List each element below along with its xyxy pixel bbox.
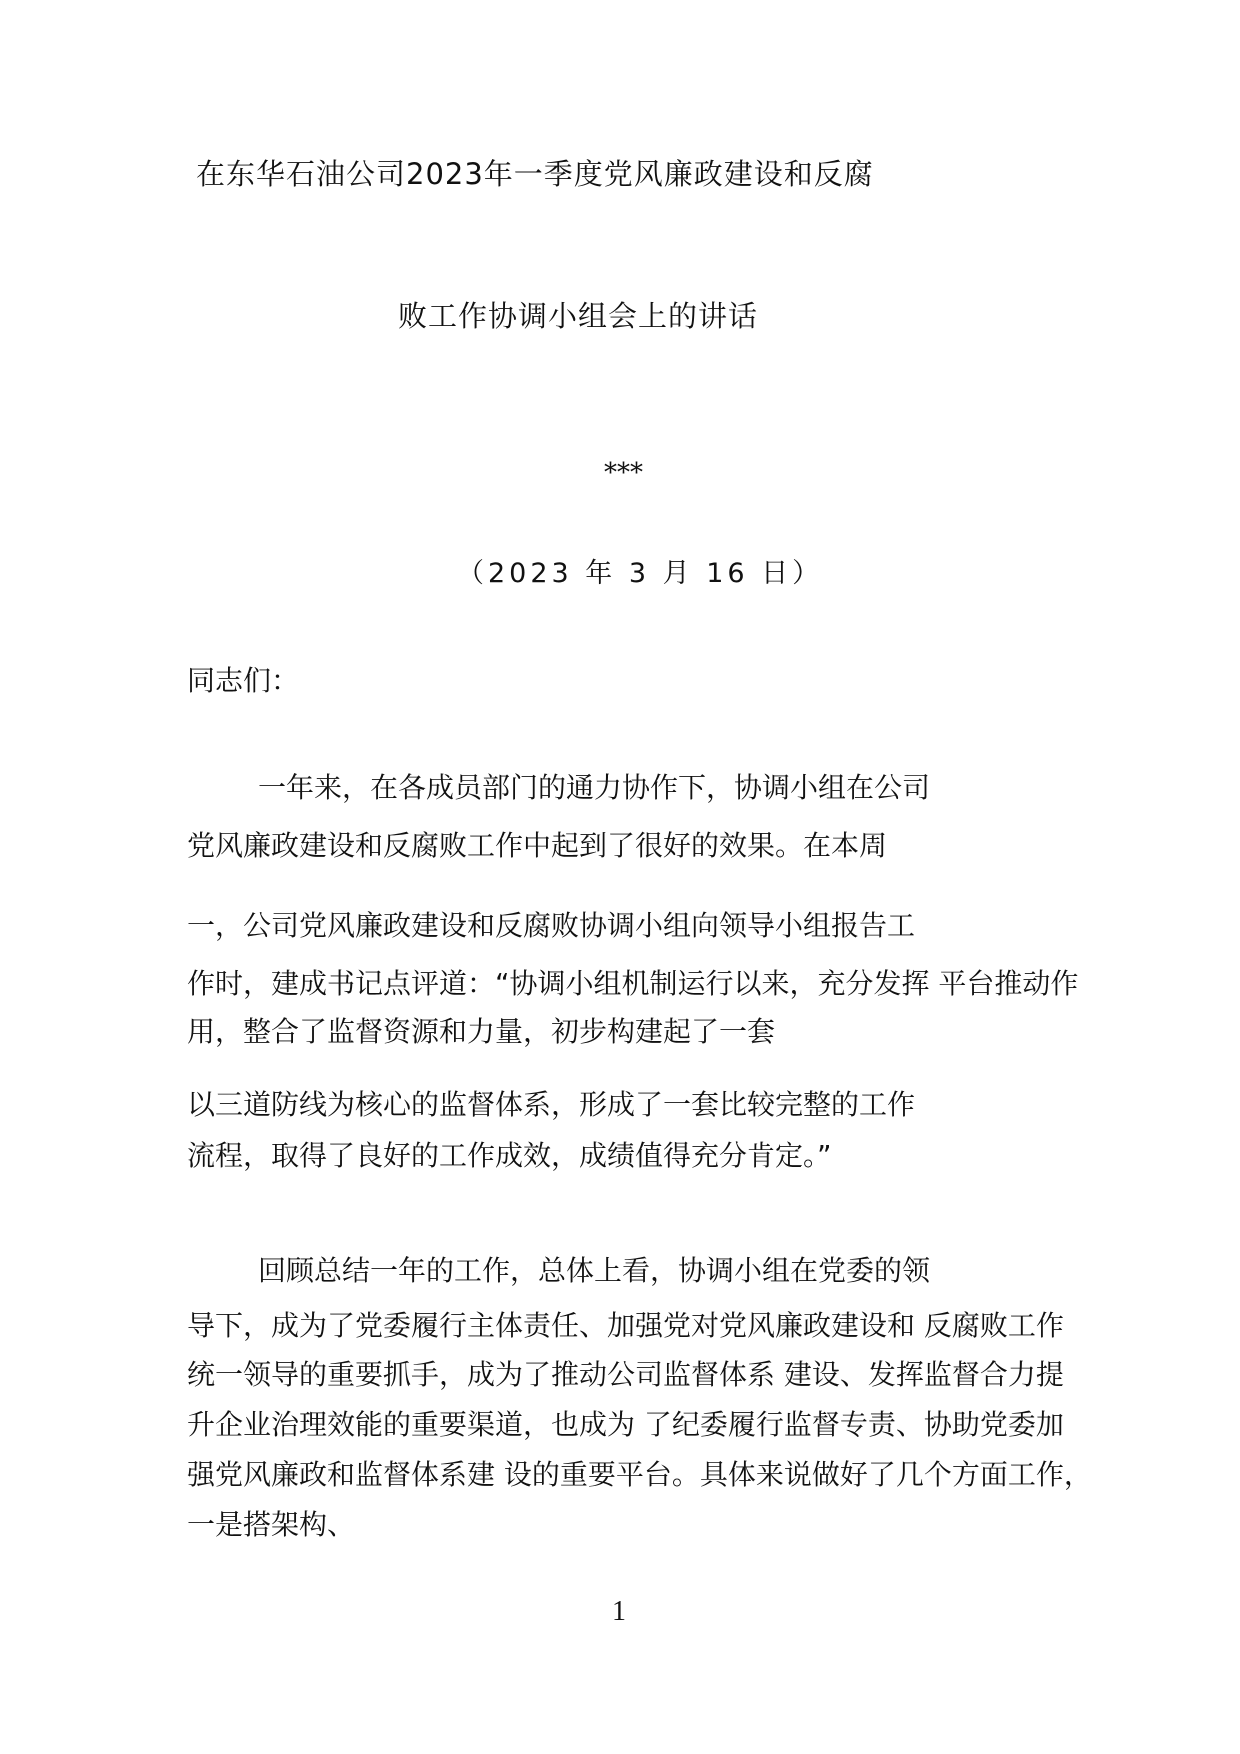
title-line-2: 败工作协调小组会上的讲话 [398,299,759,333]
speech-date: （2023 年 3 月 16 日） [457,558,824,589]
paragraph-line: 统一领导的重要抓手，成为了推动公司监督体系 建设、发挥监督合力提 [187,1358,1064,1391]
paragraph-line: 升企业治理效能的重要渠道，也成为 了纪委履行监督专责、协助党委加 [187,1408,1064,1441]
salutation: 同志们： [187,664,300,697]
author-name: *** [604,458,643,488]
paragraph-line: 一，公司党风廉政建设和反腐败协调小组向领导小组报告工 [187,909,916,942]
paragraph-line: 回顾总结一年的工作，总体上看，协调小组在党委的领 [258,1254,931,1287]
paragraph-line: 党风廉政建设和反腐败工作中起到了很好的效果。在本周 [187,829,888,862]
paragraph-line: 以三道防线为核心的监督体系，形成了一套比较完整的工作 [187,1088,916,1121]
paragraph-line: 流程，取得了良好的工作成效，成绩值得充分肯定。” [187,1139,832,1172]
paragraph-line: 一年来，在各成员部门的通力协作下，协调小组在公司 [258,771,931,804]
title-line-1: 在东华石油公司2023年一季度党风廉政建设和反腐 [196,157,874,191]
paragraph-line: 导下，成为了党委履行主体责任、加强党对党风廉政建设和 反腐败工作 [187,1309,1064,1342]
paragraph-line: 强党风廉政和监督体系建 设的重要平台。具体来说做好了几个方面工作， [187,1458,1092,1491]
paragraph-line: 作时，建成书记点评道：“协调小组机制运行以来，充分发挥 平台推动作 [187,967,1079,1000]
paragraph-line: 用，整合了监督资源和力量，初步构建起了一套 [187,1015,776,1048]
paragraph-line: 一是搭架构、 [187,1508,356,1541]
page-number: 1 [612,1596,626,1627]
